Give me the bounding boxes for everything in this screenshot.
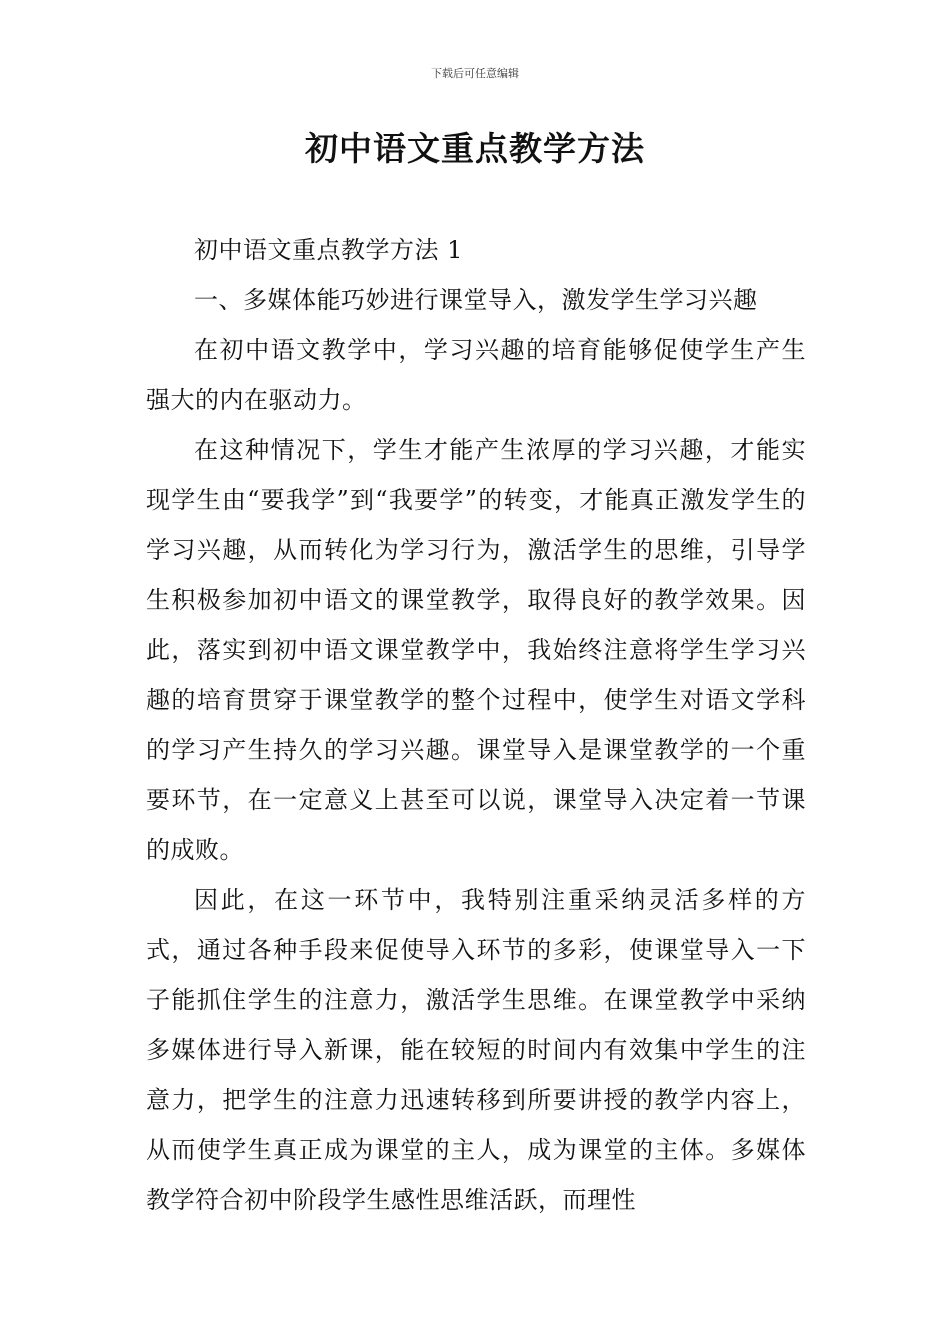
subsection-heading: 一、多媒体能巧妙进行课堂导入，激发学生学习兴趣 [194,286,758,314]
body-paragraph: 在初中语文教学中，学习兴趣的培育能够促使学生产生强大的内在驱动力。 [146,336,806,414]
body-paragraph: 因此，在这一环节中，我特别注重采纳灵活多样的方式，通过各种手段来促使导入环节的多彩，使课堂导入一下子能抓住学生的注意力，激活学生思维。在课堂教学中采纳多媒体进行导入新课，能在较短的时间内有效集中学生的注意力，把学生的注意力迅速转移到所要讲授的教学内容上，从而使学生真正成为课堂的主人，成为课堂的主体。多媒体教学符合初中阶段学生感性思维活跃，而理性 [146,886,806,1214]
section-heading: 初中语文重点教学方法 1 [194,236,463,264]
document-title: 初中语文重点教学方法 [305,129,645,168]
header-note: 下载后可任意编辑 [431,67,519,80]
body-paragraph: 在这种情况下，学生才能产生浓厚的学习兴趣，才能实现学生由“要我学”到“我要学”的转变，才能真正激发学生的学习兴趣，从而转化为学习行为，激活学生的思维，引导学生积极参加初中语文的课堂教学，取得良好的教学效果。因此，落实到初中语文课堂教学中，我始终注意将学生学习兴趣的培育贯穿于课堂教学的整个过程中，使学生对语文学科的学习产生持久的学习兴趣。课堂导入是课堂教学的一个重要环节，在一定意义上甚至可以说，课堂导入决定着一节课的成败。 [146,436,806,864]
document-body [146,225,806,1225]
